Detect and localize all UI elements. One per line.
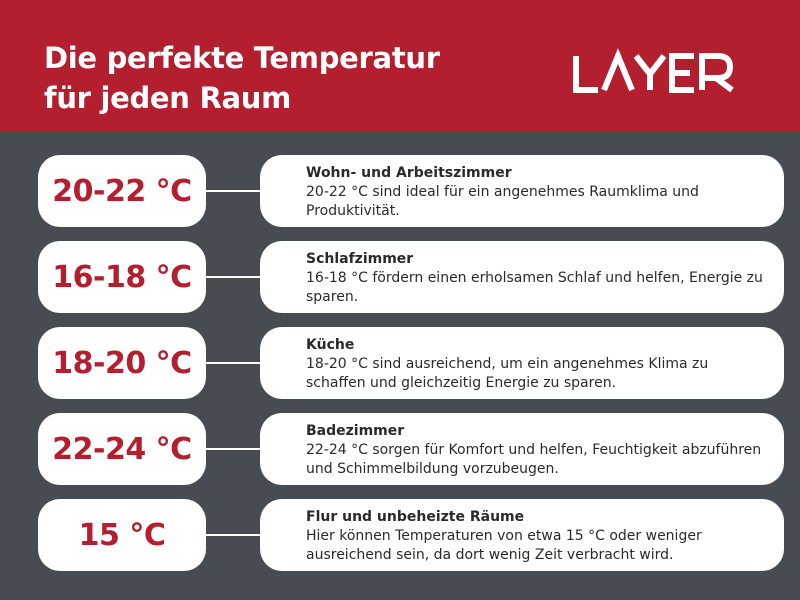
temperature-row (38, 413, 784, 485)
temperature-row (38, 241, 784, 313)
temperature-row (38, 499, 784, 571)
connector-line (206, 534, 260, 536)
connector-line (206, 448, 260, 450)
title-line-1: Die perfekte Temperatur (44, 41, 440, 75)
room-description: 18-20 °C sind ausreichend, um ein angenehmes Klima zu schaffen und gleichzeitig Energie zu sparen. (306, 356, 709, 391)
temperature-badge: 16-18 °C (38, 241, 206, 313)
room-name: Küche (306, 337, 355, 353)
room-description: Hier können Temperaturen von etwa 15 °C oder weniger ausreichend sein, da dort wenig Zeit verbracht wird. (306, 528, 702, 563)
room-description: 22-24 °C sorgen für Komfort und helfen, Feuchtigkeit abzuführen und Schimmelbildung vorzubeugen. (306, 442, 762, 477)
temperature-badge: 15 °C (38, 499, 206, 571)
room-card (260, 413, 784, 485)
layer-logo-mark (560, 48, 760, 96)
room-card (260, 241, 784, 313)
room-card (260, 155, 784, 227)
temperature-row (38, 155, 784, 227)
room-description: 16-18 °C fördern einen erholsamen Schlaf und helfen, Energie zu sparen. (306, 270, 763, 305)
room-card (260, 327, 784, 399)
temperature-badge: 20-22 °C (38, 155, 206, 227)
room-name: Schlafzimmer (306, 251, 414, 267)
connector-line (206, 190, 260, 192)
room-name: Wohn- und Arbeitszimmer (306, 165, 512, 181)
temperature-badge: 22-24 °C (38, 413, 206, 485)
room-description: 20-22 °C sind ideal für ein angenehmes Raumklima und Produktivität. (306, 184, 699, 219)
room-name: Flur und unbeheizte Räume (306, 509, 525, 525)
header-banner (0, 0, 800, 132)
temperature-row (38, 327, 784, 399)
connector-line (206, 362, 260, 364)
title-line-2: für jeden Raum (44, 81, 292, 115)
room-name: Badezimmer (306, 423, 405, 439)
room-card (260, 499, 784, 571)
connector-line (206, 276, 260, 278)
temperature-badge: 18-20 °C (38, 327, 206, 399)
page-title (44, 38, 440, 118)
layer-logo (560, 48, 760, 100)
